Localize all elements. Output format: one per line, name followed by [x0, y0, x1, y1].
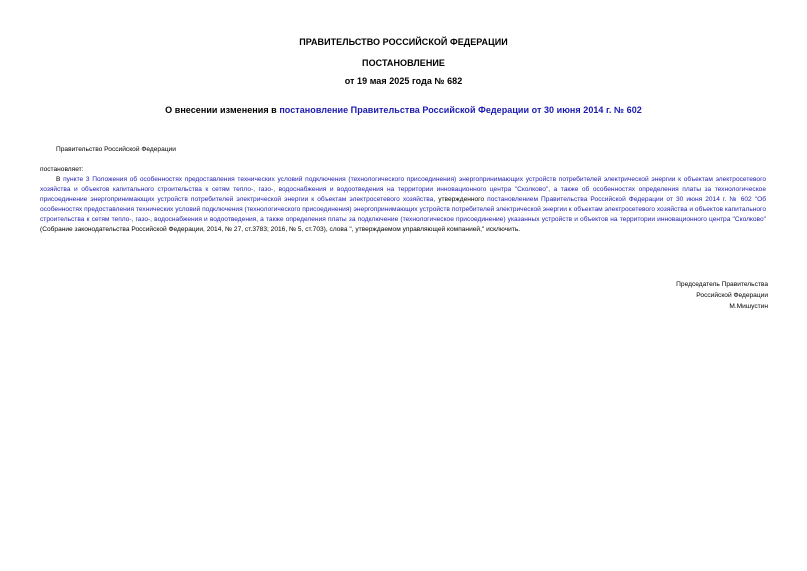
decides-text: постановляет:: [40, 166, 84, 173]
link-regulation-title[interactable]: Положения об особенностях предоставления технических условий подключения (технологического присоединения) энергопринимающих устройств потребителей электрической энергии к объектам электросетевого хозяйства и объектов капитального строительства к сетям тепло-, газо-, водоснабжения и водоотведения на территории инновационного центра "Сколково", а также об особенностях определения платы за технологическое присоединение энергопринимающих устройств потребителей электрической энергии к объектам электросетевого хозяйства,: [40, 176, 766, 203]
signer-name: М.Мишустин: [729, 303, 768, 310]
body-paragraph: [40, 175, 766, 235]
signature-block: [676, 279, 768, 312]
document-type: ПОСТАНОВЛЕНИЕ: [362, 58, 445, 68]
link-resolution-602[interactable]: постановлением Правительства Российской Федерации от 30 июня 2014 г. № 602 "Об особенностях предоставления технических условий подключения (технологического присоединения) энергопринимающих устройств потребителей электрической энергии к объектам электросетевого хозяйства и объектов капитального строительства к сетям тепло-, газо-, водоснабжения и водоотведения, а также определения платы за подключение (технологическое присоединение) указанных устройств и объектов на территории инновационного центра "Сколково": [40, 196, 766, 223]
link-clause-3[interactable]: пункте 3: [63, 176, 90, 183]
para-prefix: В: [56, 176, 64, 183]
para-approved-text: утвержденного: [435, 196, 488, 203]
subject-link-resolution-602[interactable]: постановление Правительства Российской Федерации от 30 июня 2014 г. № 602: [279, 105, 642, 115]
issuer-text: Правительство Российской Федерации: [56, 146, 176, 153]
document-date-number: от 19 мая 2025 года № 682: [344, 76, 463, 86]
signer-position-line2: Российской Федерации: [696, 292, 768, 299]
para-suffix: (Собрание законодательства Российской Федерации, 2014, № 27, ст.3783; 2016, № 5, ст.703), слова ", утверждаемом управляющей компанией," исключить.: [40, 226, 521, 233]
signer-position-line1: Председатель Правительства: [676, 281, 768, 288]
government-title: ПРАВИТЕЛЬСТВО РОССИЙСКОЙ ФЕДЕРАЦИИ: [299, 37, 508, 47]
subject-prefix: О внесении изменения в: [165, 105, 280, 115]
document-subject: [0, 105, 807, 116]
